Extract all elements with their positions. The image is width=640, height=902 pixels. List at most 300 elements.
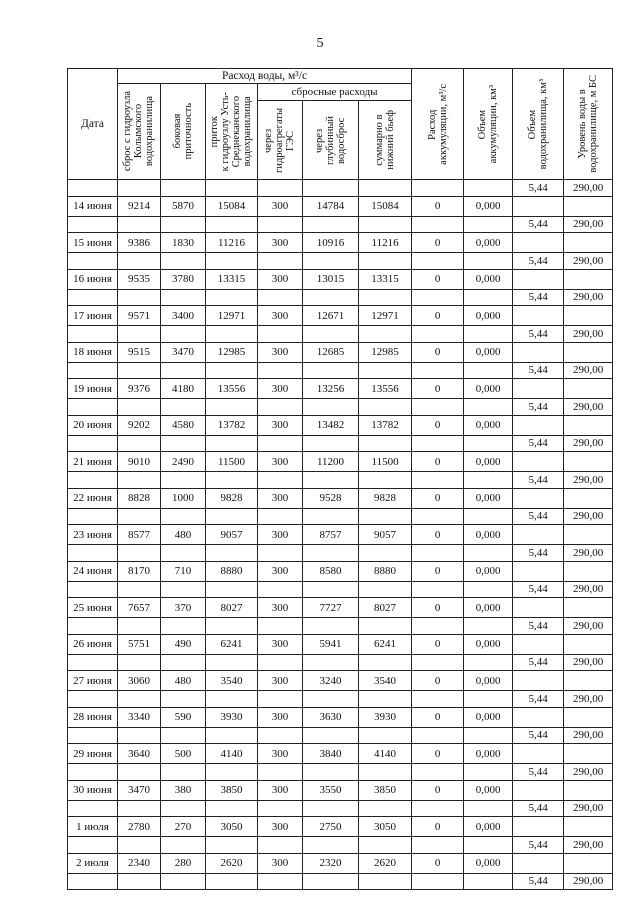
level-row <box>68 216 613 233</box>
inflow-cell: 11500 <box>206 452 258 472</box>
lateral-cell: 1830 <box>161 233 206 253</box>
total-cell: 12985 <box>359 342 412 362</box>
header-release: сброс с гидроузла Колымского водохранилища <box>118 84 161 180</box>
blank-cell <box>359 545 412 562</box>
blank-cell <box>564 379 613 399</box>
table-body <box>68 180 613 890</box>
blank-cell <box>206 727 258 744</box>
blank-cell <box>513 379 564 399</box>
reservoir-volume-cell: 5,44 <box>513 508 564 525</box>
inflow-cell: 2620 <box>206 853 258 873</box>
deep-cell: 3240 <box>303 671 359 691</box>
water-level-cell: 290,00 <box>564 581 613 598</box>
deep-cell: 3550 <box>303 780 359 800</box>
inflow-cell: 13556 <box>206 379 258 399</box>
date-cell: 28 июня <box>68 707 118 727</box>
blank-cell <box>206 873 258 890</box>
acc-volume-cell: 0,000 <box>464 598 513 618</box>
blank-cell <box>161 800 206 817</box>
blank-cell <box>118 216 161 233</box>
reservoir-volume-cell: 5,44 <box>513 326 564 343</box>
acc-volume-cell: 0,000 <box>464 707 513 727</box>
blank-cell <box>359 472 412 489</box>
blank-cell <box>564 598 613 618</box>
date-cell: 24 июня <box>68 561 118 581</box>
blank-cell <box>68 764 118 781</box>
level-row <box>68 472 613 489</box>
level-row <box>68 289 613 306</box>
turbines-cell: 300 <box>258 452 303 472</box>
blank-cell <box>303 837 359 854</box>
header-date: Дата <box>68 69 118 180</box>
total-cell: 11216 <box>359 233 412 253</box>
blank-cell <box>206 326 258 343</box>
blank-cell <box>464 472 513 489</box>
deep-cell: 13015 <box>303 269 359 289</box>
deep-cell: 8757 <box>303 525 359 545</box>
blank-cell <box>118 435 161 452</box>
blank-cell <box>161 399 206 416</box>
blank-cell <box>303 727 359 744</box>
date-cell: 18 июня <box>68 342 118 362</box>
table-row <box>68 671 613 691</box>
acc-volume-cell: 0,000 <box>464 671 513 691</box>
blank-cell <box>303 545 359 562</box>
blank-cell <box>206 800 258 817</box>
water-level-cell: 290,00 <box>564 399 613 416</box>
table-header <box>68 69 613 180</box>
release-cell: 5751 <box>118 634 161 654</box>
table-row <box>68 634 613 654</box>
blank-cell <box>161 545 206 562</box>
release-cell: 3060 <box>118 671 161 691</box>
acc-volume-cell: 0,000 <box>464 452 513 472</box>
acc-flow-cell: 0 <box>412 452 464 472</box>
water-level-cell: 290,00 <box>564 691 613 708</box>
water-balance-table <box>67 68 613 890</box>
reservoir-volume-cell: 5,44 <box>513 362 564 379</box>
blank-cell <box>258 873 303 890</box>
blank-cell <box>68 435 118 452</box>
table-row <box>68 196 613 216</box>
header-water-flow: Расход воды, м³/с <box>118 69 412 84</box>
acc-volume-cell: 0,000 <box>464 233 513 253</box>
lateral-cell: 380 <box>161 780 206 800</box>
total-cell: 3850 <box>359 780 412 800</box>
blank-cell <box>118 289 161 306</box>
acc-volume-cell: 0,000 <box>464 269 513 289</box>
deep-cell: 2320 <box>303 853 359 873</box>
release-cell: 9202 <box>118 415 161 435</box>
acc-flow-cell: 0 <box>412 269 464 289</box>
blank-cell <box>513 634 564 654</box>
date-cell: 17 июня <box>68 306 118 326</box>
blank-cell <box>564 525 613 545</box>
blank-cell <box>206 691 258 708</box>
inflow-cell: 9828 <box>206 488 258 508</box>
blank-cell <box>68 654 118 671</box>
lateral-cell: 3780 <box>161 269 206 289</box>
blank-cell <box>68 691 118 708</box>
acc-flow-cell: 0 <box>412 233 464 253</box>
acc-flow-cell: 0 <box>412 379 464 399</box>
date-cell: 30 июня <box>68 780 118 800</box>
blank-cell <box>513 707 564 727</box>
blank-cell <box>118 837 161 854</box>
blank-cell <box>412 216 464 233</box>
blank-cell <box>564 780 613 800</box>
lateral-cell: 490 <box>161 634 206 654</box>
blank-cell <box>68 508 118 525</box>
blank-cell <box>412 581 464 598</box>
blank-cell <box>68 545 118 562</box>
water-level-cell: 290,00 <box>564 800 613 817</box>
blank-cell <box>464 326 513 343</box>
water-level-cell: 290,00 <box>564 472 613 489</box>
water-level-cell: 290,00 <box>564 435 613 452</box>
water-level-cell: 290,00 <box>564 837 613 854</box>
turbines-cell: 300 <box>258 379 303 399</box>
blank-cell <box>161 472 206 489</box>
acc-volume-cell: 0,000 <box>464 780 513 800</box>
blank-cell <box>564 707 613 727</box>
blank-cell <box>68 727 118 744</box>
blank-cell <box>412 362 464 379</box>
header-inflow: приток к гидроузлу Усть- Среднеканского водохранилища <box>206 84 258 180</box>
deep-cell: 13482 <box>303 415 359 435</box>
blank-cell <box>118 399 161 416</box>
acc-volume-cell: 0,000 <box>464 379 513 399</box>
table-row <box>68 598 613 618</box>
blank-cell <box>206 764 258 781</box>
lateral-cell: 710 <box>161 561 206 581</box>
blank-cell <box>118 654 161 671</box>
blank-cell <box>258 399 303 416</box>
blank-cell <box>258 837 303 854</box>
blank-cell <box>412 691 464 708</box>
turbines-cell: 300 <box>258 598 303 618</box>
blank-cell <box>564 452 613 472</box>
blank-cell <box>68 472 118 489</box>
acc-volume-cell: 0,000 <box>464 488 513 508</box>
blank-cell <box>464 873 513 890</box>
release-cell: 3470 <box>118 780 161 800</box>
blank-cell <box>118 873 161 890</box>
lateral-cell: 3470 <box>161 342 206 362</box>
blank-cell <box>513 853 564 873</box>
acc-volume-cell: 0,000 <box>464 525 513 545</box>
blank-cell <box>513 525 564 545</box>
lateral-cell: 590 <box>161 707 206 727</box>
blank-cell <box>464 691 513 708</box>
blank-cell <box>68 289 118 306</box>
inflow-cell: 15084 <box>206 196 258 216</box>
blank-cell <box>303 326 359 343</box>
blank-cell <box>303 873 359 890</box>
header-total-downstream: суммарно в нижний бьеф <box>359 101 412 180</box>
release-cell: 8170 <box>118 561 161 581</box>
total-cell: 8027 <box>359 598 412 618</box>
deep-cell: 3840 <box>303 744 359 764</box>
deep-cell: 3630 <box>303 707 359 727</box>
blank-cell <box>513 561 564 581</box>
blank-cell <box>303 253 359 270</box>
lateral-cell: 1000 <box>161 488 206 508</box>
turbines-cell: 300 <box>258 671 303 691</box>
turbines-cell: 300 <box>258 634 303 654</box>
blank-cell <box>258 362 303 379</box>
lateral-cell: 370 <box>161 598 206 618</box>
level-row <box>68 326 613 343</box>
reservoir-volume-cell: 5,44 <box>513 180 564 197</box>
blank-cell <box>513 452 564 472</box>
water-level-cell: 290,00 <box>564 618 613 635</box>
date-cell: 22 июня <box>68 488 118 508</box>
acc-volume-cell: 0,000 <box>464 415 513 435</box>
blank-cell <box>564 196 613 216</box>
reservoir-volume-cell: 5,44 <box>513 837 564 854</box>
header-accumulation-flow: Расход аккумуляции, м³/с <box>412 69 464 180</box>
header-accumulation-volume: Объем аккумуляции, км³ <box>464 69 513 180</box>
blank-cell <box>206 508 258 525</box>
blank-cell <box>359 800 412 817</box>
blank-cell <box>68 581 118 598</box>
blank-cell <box>258 508 303 525</box>
blank-cell <box>161 326 206 343</box>
turbines-cell: 300 <box>258 707 303 727</box>
level-row <box>68 508 613 525</box>
reservoir-volume-cell: 5,44 <box>513 399 564 416</box>
inflow-cell: 13782 <box>206 415 258 435</box>
blank-cell <box>464 618 513 635</box>
blank-cell <box>359 581 412 598</box>
date-cell: 20 июня <box>68 415 118 435</box>
blank-cell <box>564 561 613 581</box>
blank-cell <box>68 618 118 635</box>
turbines-cell: 300 <box>258 817 303 837</box>
turbines-cell: 300 <box>258 780 303 800</box>
blank-cell <box>118 691 161 708</box>
blank-cell <box>118 326 161 343</box>
blank-cell <box>303 618 359 635</box>
total-cell: 11500 <box>359 452 412 472</box>
blank-cell <box>359 508 412 525</box>
blank-cell <box>303 581 359 598</box>
blank-cell <box>118 362 161 379</box>
blank-cell <box>412 545 464 562</box>
blank-cell <box>68 399 118 416</box>
release-cell: 7657 <box>118 598 161 618</box>
release-cell: 3640 <box>118 744 161 764</box>
blank-cell <box>258 618 303 635</box>
total-cell: 3540 <box>359 671 412 691</box>
table-row <box>68 780 613 800</box>
blank-cell <box>206 362 258 379</box>
level-row <box>68 654 613 671</box>
blank-cell <box>258 581 303 598</box>
acc-volume-cell: 0,000 <box>464 817 513 837</box>
blank-cell <box>464 654 513 671</box>
blank-cell <box>303 399 359 416</box>
acc-flow-cell: 0 <box>412 817 464 837</box>
blank-cell <box>359 362 412 379</box>
turbines-cell: 300 <box>258 415 303 435</box>
deep-cell: 5941 <box>303 634 359 654</box>
blank-cell <box>359 727 412 744</box>
acc-volume-cell: 0,000 <box>464 853 513 873</box>
header-reservoir-volume: Объем водохранилища, км³ <box>513 69 564 180</box>
total-cell: 15084 <box>359 196 412 216</box>
blank-cell <box>513 196 564 216</box>
acc-volume-cell: 0,000 <box>464 342 513 362</box>
blank-cell <box>464 253 513 270</box>
blank-cell <box>464 800 513 817</box>
blank-cell <box>68 326 118 343</box>
blank-cell <box>303 362 359 379</box>
blank-cell <box>564 233 613 253</box>
blank-cell <box>161 216 206 233</box>
blank-cell <box>513 306 564 326</box>
total-cell: 6241 <box>359 634 412 654</box>
release-cell: 9571 <box>118 306 161 326</box>
blank-cell <box>564 415 613 435</box>
blank-cell <box>359 216 412 233</box>
blank-cell <box>564 853 613 873</box>
blank-cell <box>303 654 359 671</box>
water-level-cell: 290,00 <box>564 727 613 744</box>
blank-cell <box>359 873 412 890</box>
reservoir-volume-cell: 5,44 <box>513 253 564 270</box>
acc-flow-cell: 0 <box>412 671 464 691</box>
blank-cell <box>68 253 118 270</box>
blank-cell <box>412 837 464 854</box>
lateral-cell: 2490 <box>161 452 206 472</box>
blank-cell <box>161 289 206 306</box>
deep-cell: 14784 <box>303 196 359 216</box>
acc-flow-cell: 0 <box>412 744 464 764</box>
total-cell: 3930 <box>359 707 412 727</box>
release-cell: 9376 <box>118 379 161 399</box>
blank-cell <box>68 873 118 890</box>
reservoir-volume-cell: 5,44 <box>513 873 564 890</box>
blank-cell <box>513 744 564 764</box>
release-cell: 9010 <box>118 452 161 472</box>
deep-cell: 11200 <box>303 452 359 472</box>
date-cell: 19 июня <box>68 379 118 399</box>
date-cell: 1 июля <box>68 817 118 837</box>
table-row <box>68 488 613 508</box>
blank-cell <box>303 435 359 452</box>
table-row <box>68 233 613 253</box>
blank-cell <box>564 269 613 289</box>
blank-cell <box>258 764 303 781</box>
reservoir-volume-cell: 5,44 <box>513 800 564 817</box>
release-cell: 9535 <box>118 269 161 289</box>
blank-cell <box>513 817 564 837</box>
acc-flow-cell: 0 <box>412 853 464 873</box>
blank-cell <box>161 764 206 781</box>
blank-cell <box>258 545 303 562</box>
turbines-cell: 300 <box>258 306 303 326</box>
table-row <box>68 817 613 837</box>
blank-cell <box>303 800 359 817</box>
blank-cell <box>464 581 513 598</box>
inflow-cell: 4140 <box>206 744 258 764</box>
deep-cell: 8580 <box>303 561 359 581</box>
lateral-cell: 500 <box>161 744 206 764</box>
reservoir-volume-cell: 5,44 <box>513 289 564 306</box>
blank-cell <box>258 654 303 671</box>
date-cell: 16 июня <box>68 269 118 289</box>
blank-cell <box>412 873 464 890</box>
blank-cell <box>359 399 412 416</box>
date-cell: 26 июня <box>68 634 118 654</box>
date-cell: 29 июня <box>68 744 118 764</box>
water-level-cell: 290,00 <box>564 545 613 562</box>
blank-cell <box>564 817 613 837</box>
inflow-cell: 3930 <box>206 707 258 727</box>
total-cell: 2620 <box>359 853 412 873</box>
total-cell: 3050 <box>359 817 412 837</box>
reservoir-volume-cell: 5,44 <box>513 654 564 671</box>
total-cell: 13556 <box>359 379 412 399</box>
blank-cell <box>464 727 513 744</box>
table-row <box>68 415 613 435</box>
blank-cell <box>513 415 564 435</box>
blank-cell <box>258 727 303 744</box>
blank-cell <box>118 545 161 562</box>
deep-cell: 2750 <box>303 817 359 837</box>
turbines-cell: 300 <box>258 561 303 581</box>
blank-cell <box>206 654 258 671</box>
lateral-cell: 270 <box>161 817 206 837</box>
blank-cell <box>303 691 359 708</box>
blank-cell <box>412 435 464 452</box>
blank-cell <box>564 671 613 691</box>
turbines-cell: 300 <box>258 853 303 873</box>
blank-cell <box>118 472 161 489</box>
inflow-cell: 3540 <box>206 671 258 691</box>
blank-cell <box>206 289 258 306</box>
blank-cell <box>359 618 412 635</box>
blank-cell <box>359 837 412 854</box>
inflow-cell: 6241 <box>206 634 258 654</box>
blank-cell <box>258 472 303 489</box>
blank-cell <box>564 634 613 654</box>
table-row <box>68 342 613 362</box>
blank-cell <box>564 342 613 362</box>
blank-cell <box>206 435 258 452</box>
blank-cell <box>513 269 564 289</box>
header-via-turbines: через гидроагрегаты ГЭС <box>258 101 303 180</box>
acc-flow-cell: 0 <box>412 780 464 800</box>
blank-cell <box>206 618 258 635</box>
blank-cell <box>258 289 303 306</box>
lateral-cell: 5870 <box>161 196 206 216</box>
inflow-cell: 11216 <box>206 233 258 253</box>
blank-cell <box>412 654 464 671</box>
table-row <box>68 525 613 545</box>
blank-cell <box>464 216 513 233</box>
deep-cell: 13256 <box>303 379 359 399</box>
blank-cell <box>118 800 161 817</box>
blank-cell <box>161 654 206 671</box>
blank-cell <box>359 764 412 781</box>
table-row <box>68 452 613 472</box>
date-cell: 23 июня <box>68 525 118 545</box>
blank-cell <box>303 216 359 233</box>
blank-cell <box>513 598 564 618</box>
